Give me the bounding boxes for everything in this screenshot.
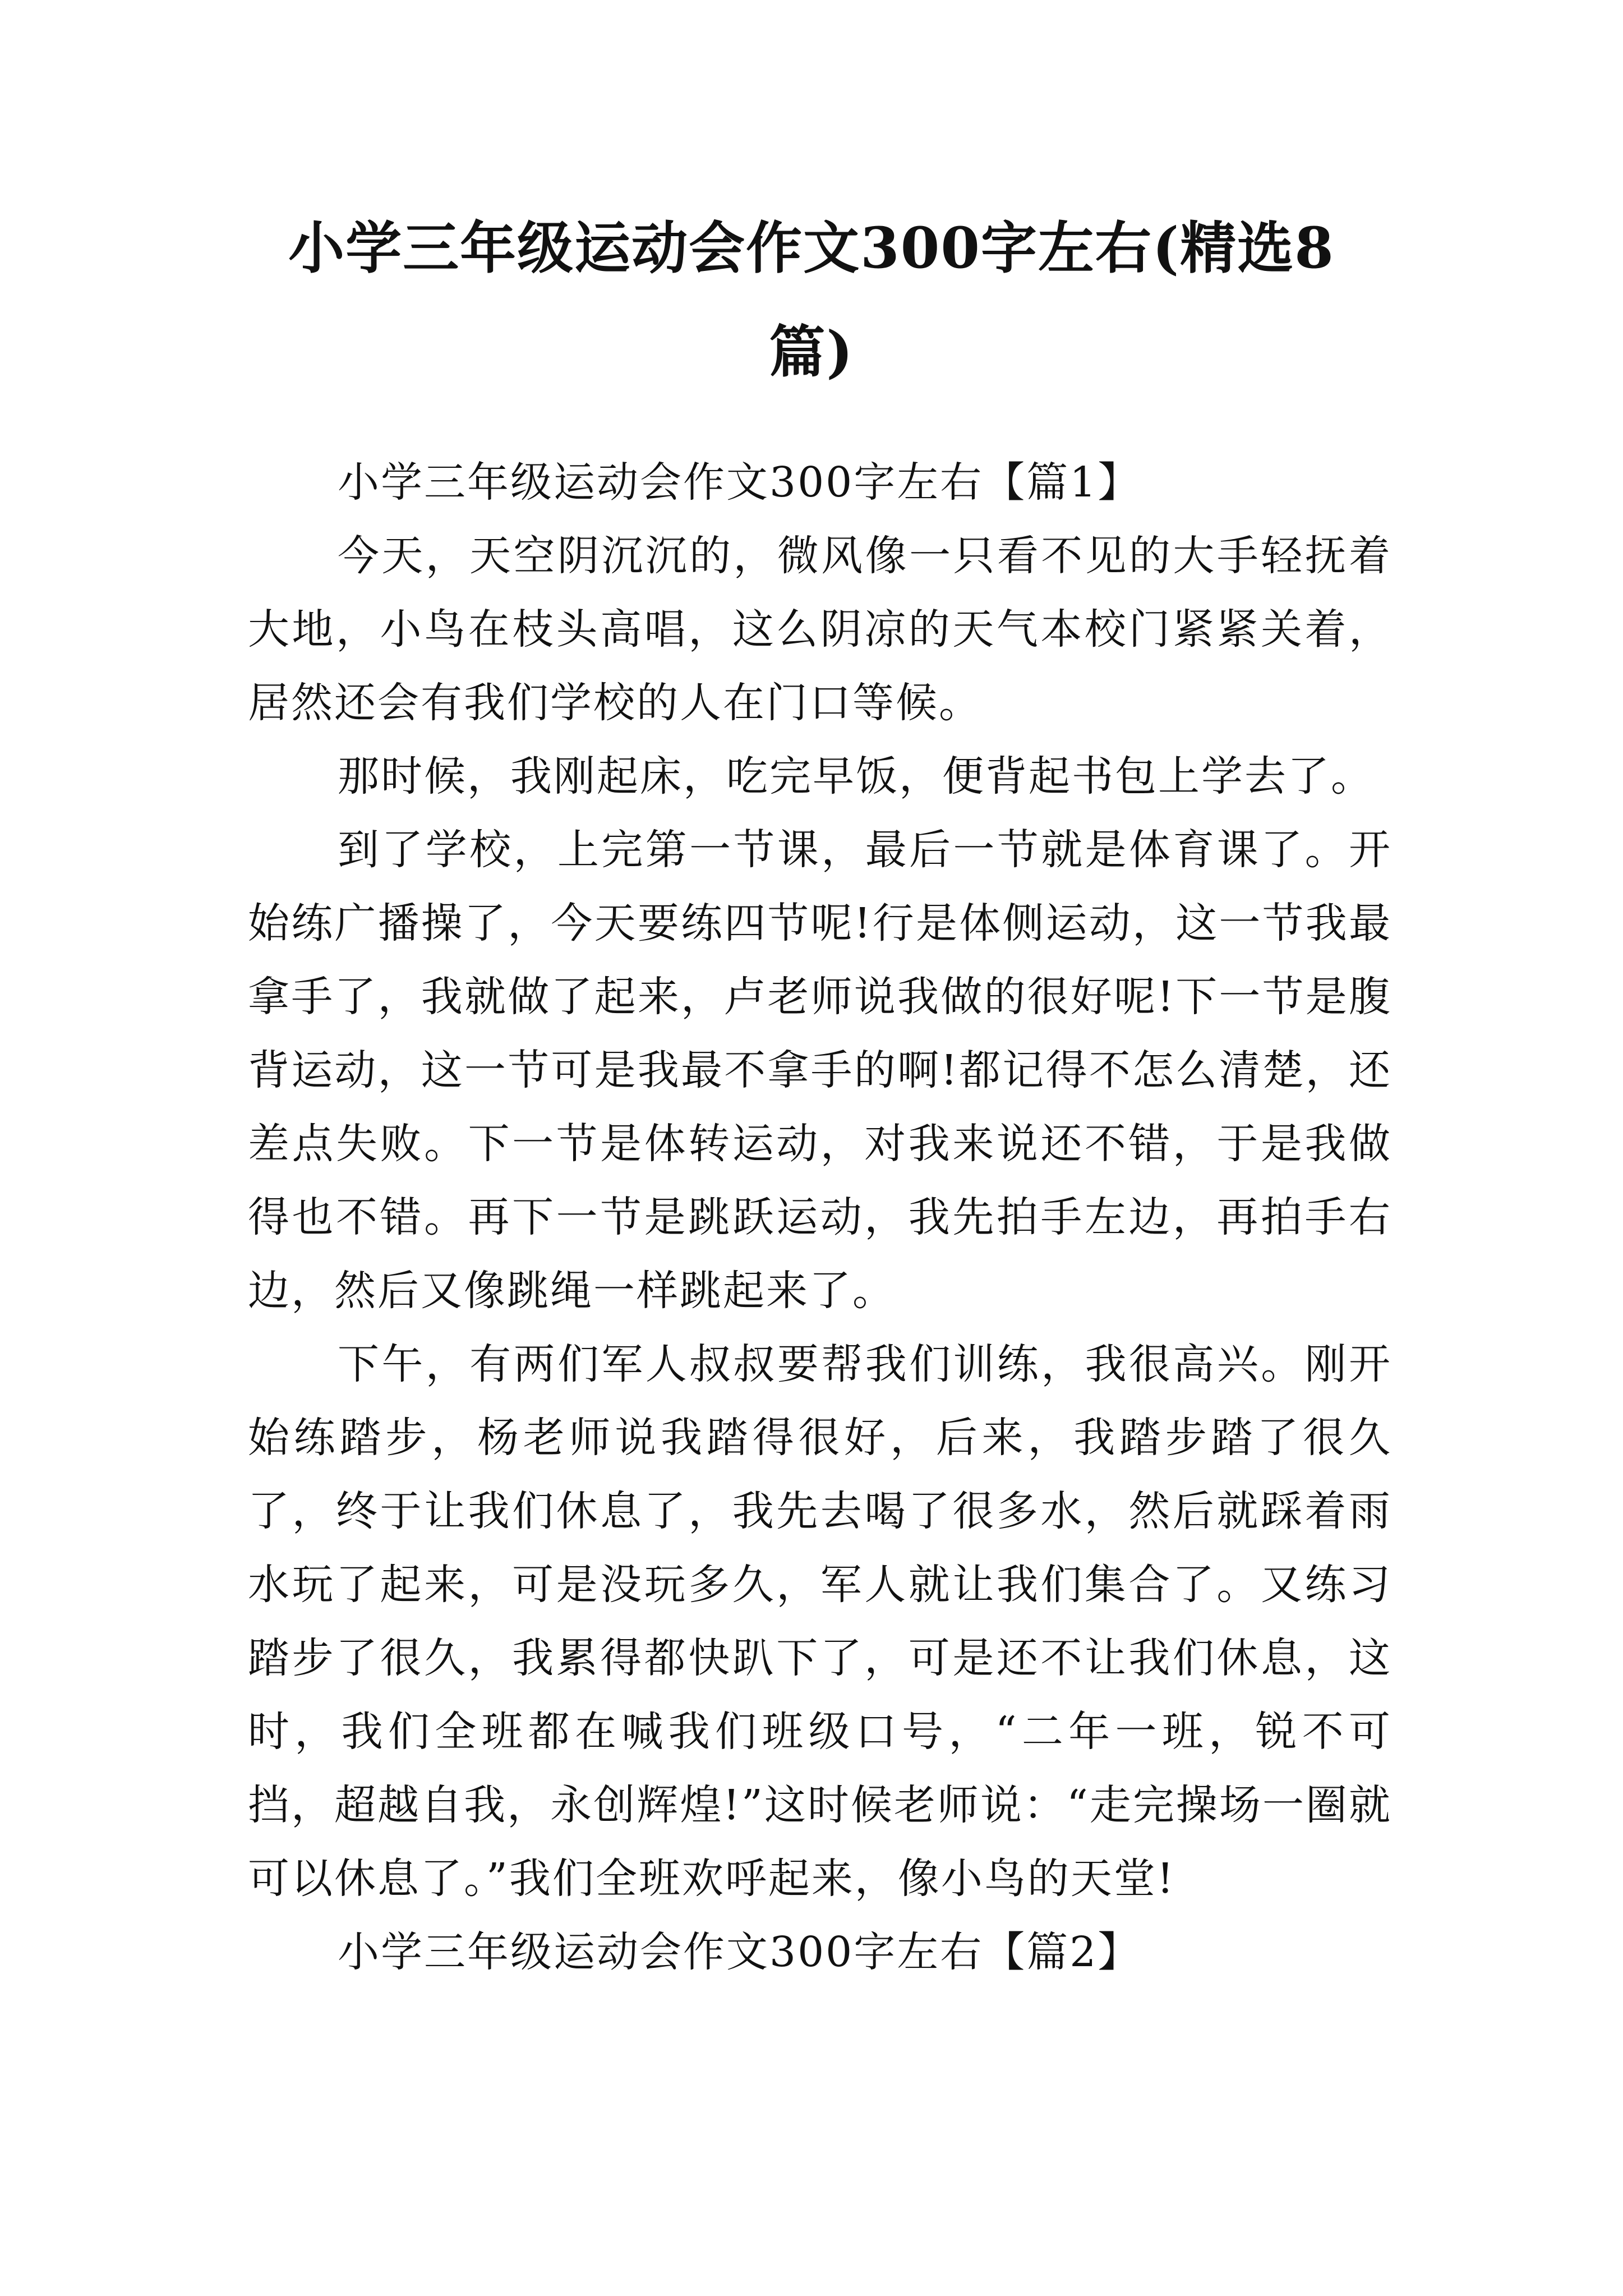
body-paragraph: 到了学校，上完第一节课，最后一节就是体育课了。开始练广播操了，今天要练四节呢!行是体侧运动，这一节我最拿手了，我就做了起来，卢老师说我做的很好呢!下一节是腹背运动，这一节可是我最不拿手的啊!都记得不怎么清楚，还差点失败。下一节是体转运动，对我来说还不错，于是我做得也不错。再下一节是跳跃运动，我先拍手左边，再拍手右边，然后又像跳绳一样跳起来了。	[248, 826, 1392, 1315]
section-heading-2: 小学三年级运动会作文300字左右【篇2】	[338, 1928, 1141, 1976]
section-heading-1: 小学三年级运动会作文300字左右【篇1】	[338, 458, 1141, 507]
body-paragraph: 下午，有两们军人叔叔要帮我们训练，我很高兴。刚开始练踏步，杨老师说我踏得很好，后来，我踏步踏了很久了，终于让我们休息了，我先去喝了很多水，然后就踩着雨水玩了起来，可是没玩多久，军人就让我们集合了。又练习踏步了很久，我累得都快趴下了，可是还不让我们休息，这时，我们全班都在喊我们班级口号，“二年一班，锐不可挡，超越自我，永创辉煌!”这时候老师说：“走完操场一圈就可以休息了。”我们全班欢呼起来，像小鸟的天堂!	[248, 1340, 1392, 1903]
body-paragraph: 那时候，我刚起床，吃完早饭，便背起书包上学去了。	[338, 752, 1374, 800]
document-title	[202, 196, 1421, 404]
document-title-line-1: 小学三年级运动会作文300字左右(精选8	[288, 215, 1335, 281]
document-title-line-2: 篇)	[769, 319, 854, 385]
body-paragraph: 今天，天空阴沉沉的，微风像一只看不见的大手轻抚着大地，小鸟在枝头高唱，这么阴凉的天气本校门紧紧关着，居然还会有我们学校的人在门口等候。	[248, 532, 1392, 727]
document-body	[248, 446, 1392, 1989]
